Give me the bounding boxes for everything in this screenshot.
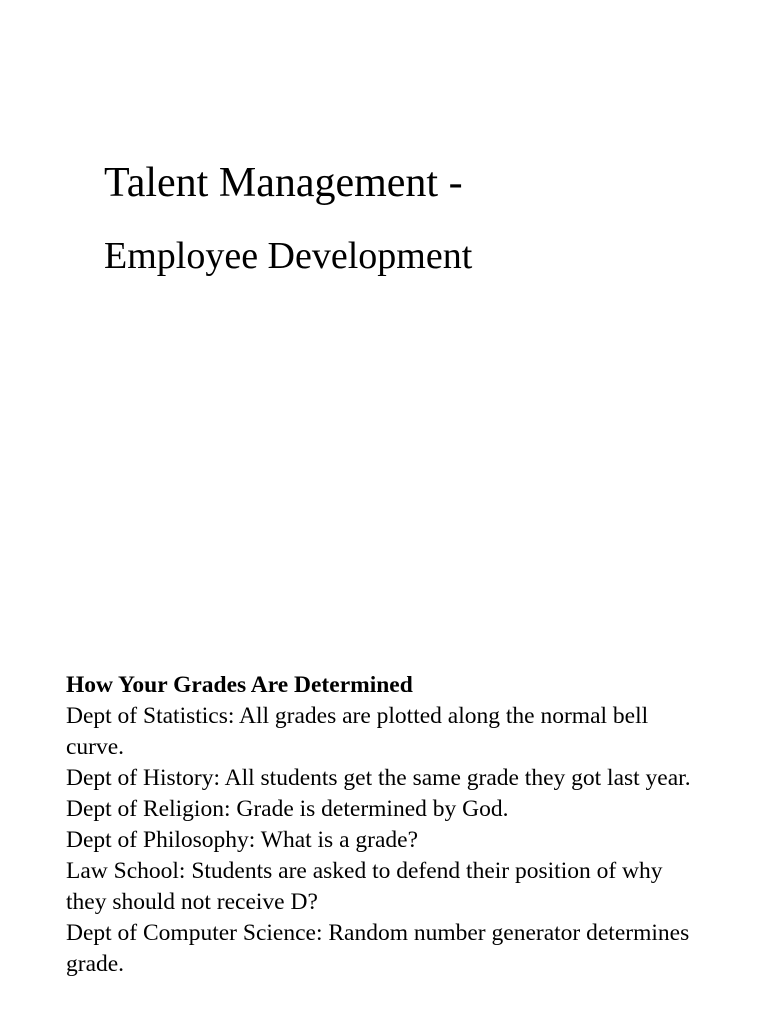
grades-item-law-school: Law School: Students are asked to defend their position of why they should not receive D? bbox=[66, 858, 663, 915]
grades-item-history: Dept of History: All students get the same grade they got last year. bbox=[66, 765, 691, 791]
grades-list bbox=[66, 701, 706, 980]
grades-item-religion: Dept of Religion: Grade is determined by God. bbox=[66, 796, 509, 822]
grades-section bbox=[66, 670, 706, 980]
title-block bbox=[104, 155, 472, 281]
grades-heading: How Your Grades Are Determined bbox=[66, 672, 413, 698]
grades-item-statistics: Dept of Statistics: All grades are plotted along the normal bell curve. bbox=[66, 703, 649, 760]
document-subtitle: Employee Development bbox=[104, 235, 473, 277]
grades-item-computer-science: Dept of Computer Science: Random number generator determines grade. bbox=[66, 920, 690, 977]
document-title: Talent Management - bbox=[104, 160, 463, 206]
grades-item-philosophy: Dept of Philosophy: What is a grade? bbox=[66, 827, 418, 853]
